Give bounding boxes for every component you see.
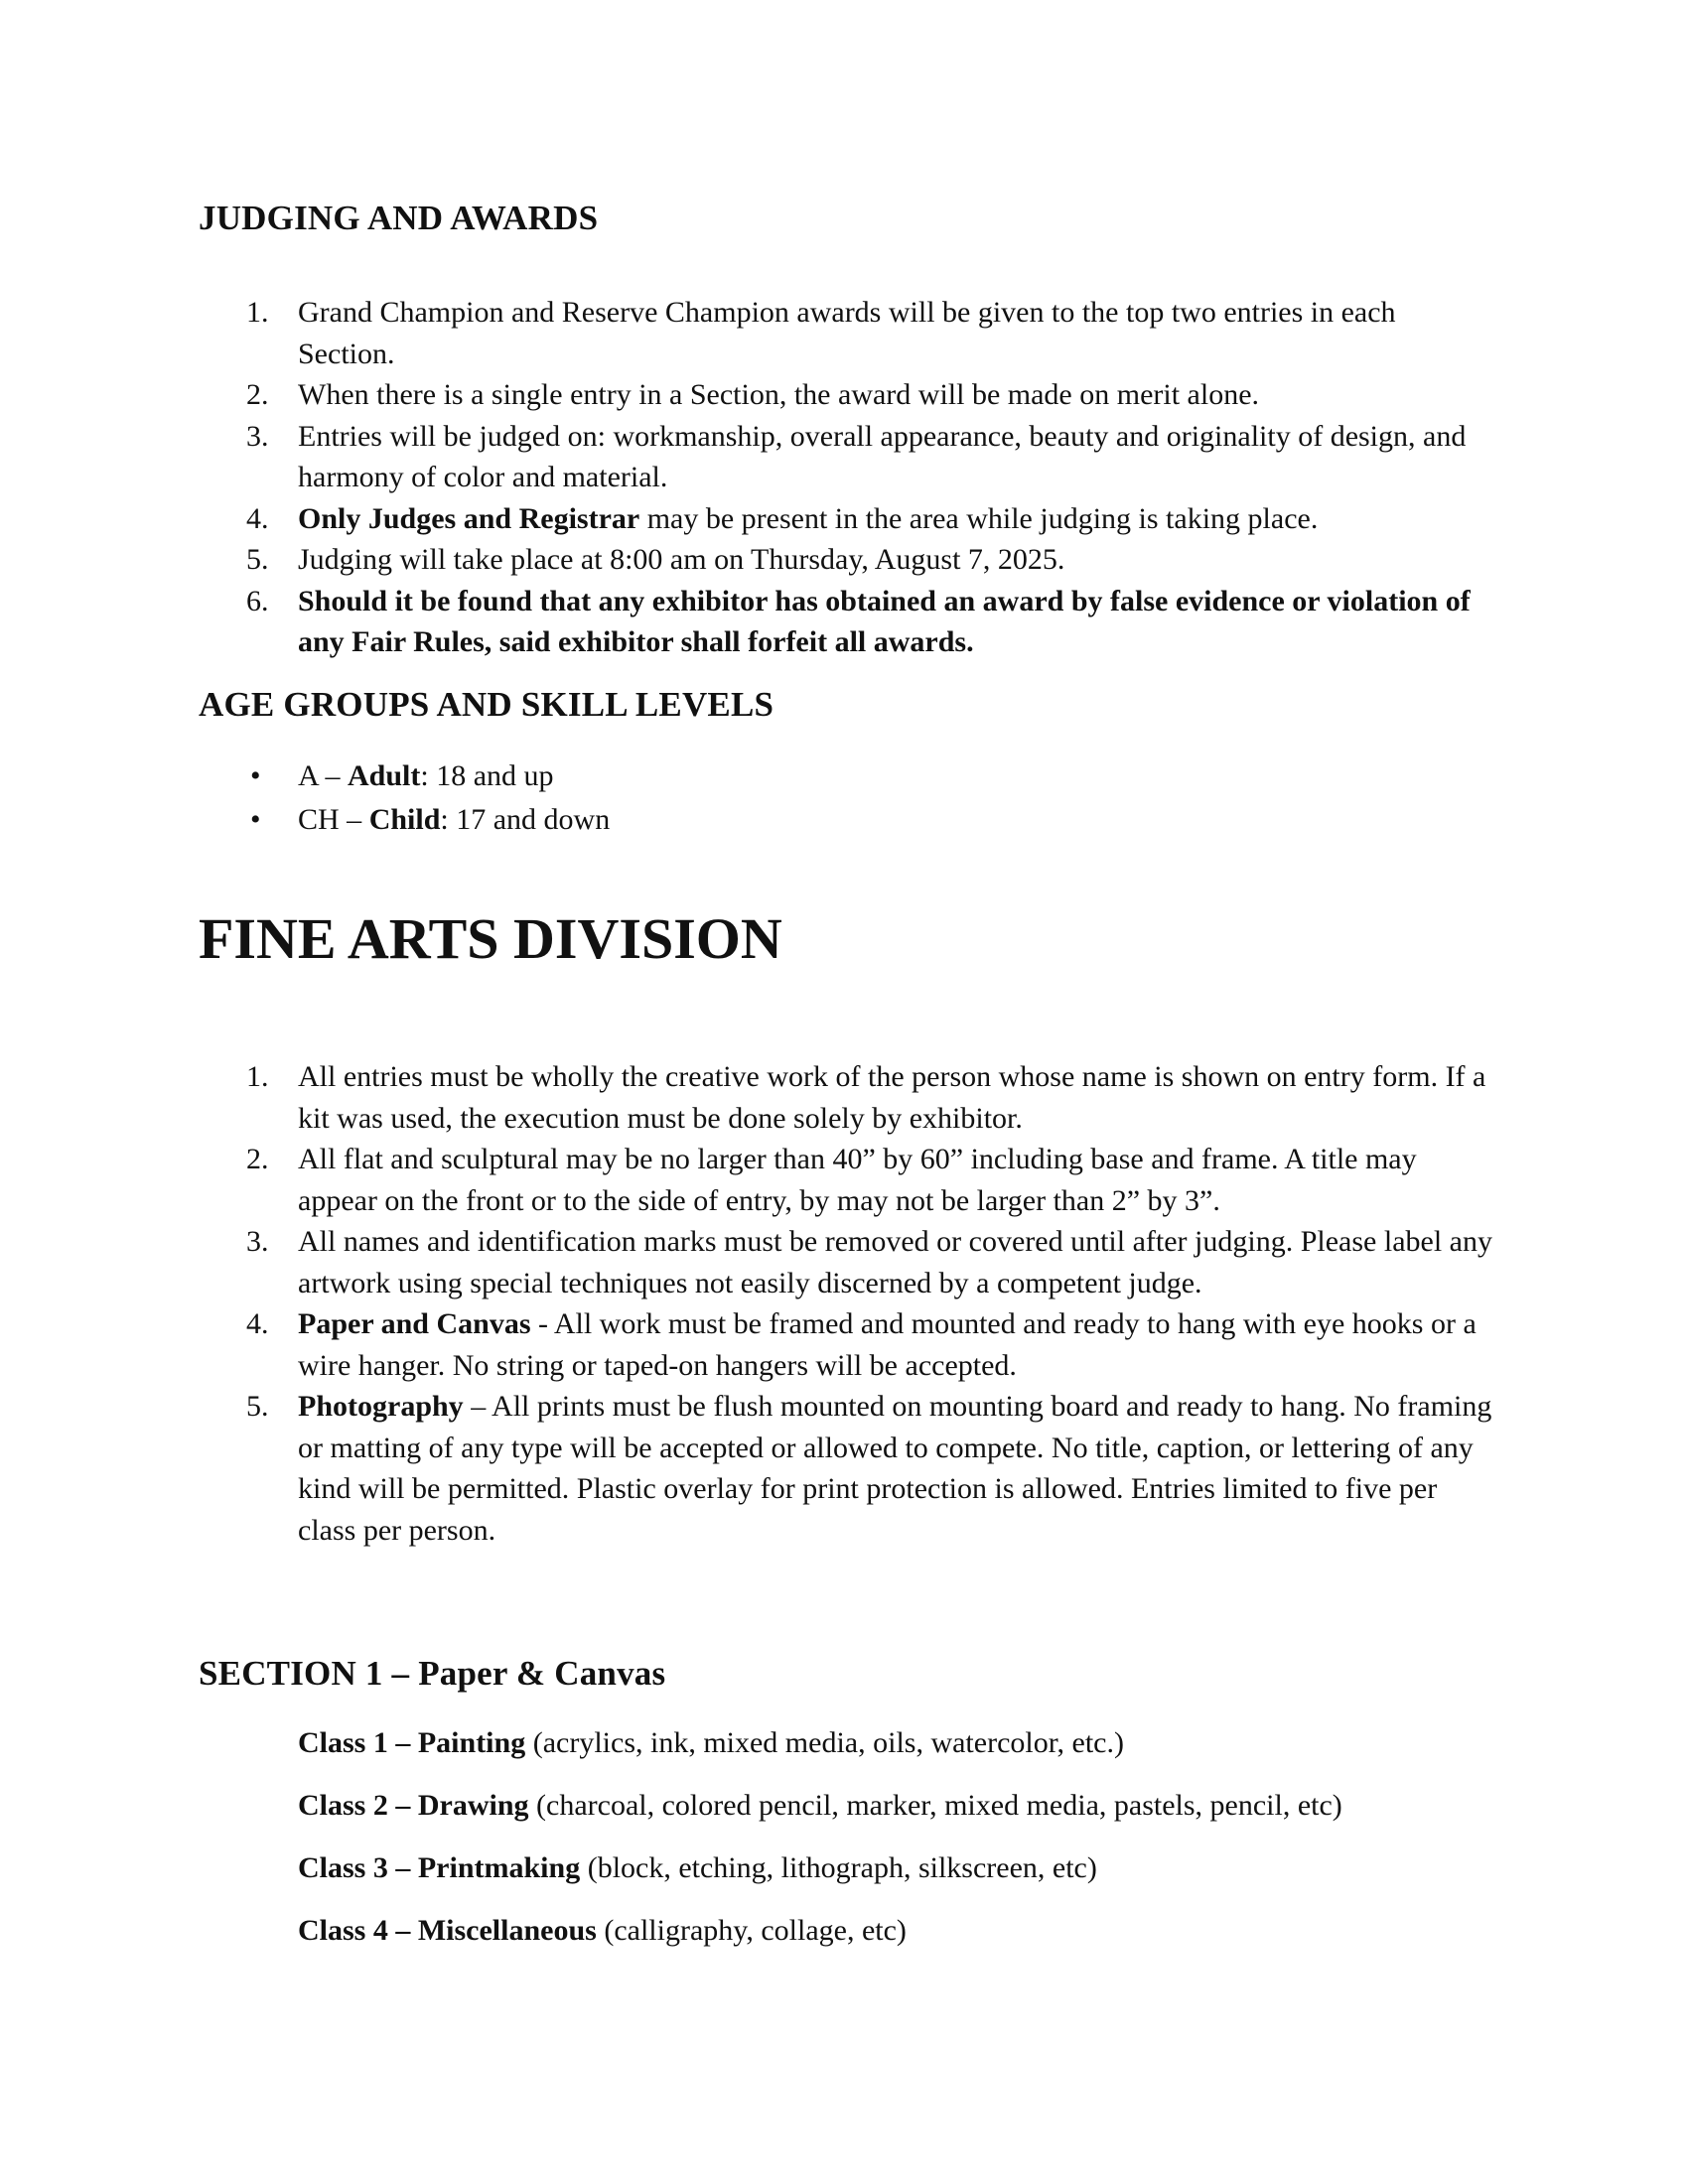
item-text: : 18 and up: [420, 759, 554, 792]
item-text: All flat and sculptural may be no larger than 40” by 60” including base and frame. A title may appear on the front or to the side of entry, by may not be larger than 2” by 3”.: [298, 1143, 1417, 1217]
item-number: 6.: [246, 584, 269, 617]
item-text: When there is a single entry in a Section, the award will be made on merit alone.: [298, 378, 1260, 411]
fine-arts-item-4: [199, 1303, 1499, 1386]
item-text: Entries will be judged on: workmanship, overall appearance, beauty and originality of design, and harmony of color and material.: [298, 419, 1467, 493]
item-number: 4.: [246, 1307, 269, 1340]
class-title: Class 1 – Painting: [298, 1726, 526, 1759]
item-number: 1.: [246, 1060, 269, 1093]
fine-arts-item-2: [199, 1139, 1499, 1221]
item-bold-text: Should it be found that any exhibitor has obtained an award by false evidence or violation of any Fair Rules, said exhibitor shall forfeit all awards.: [298, 584, 1471, 658]
class-item-3: [298, 1847, 1342, 1889]
class-item-4: [298, 1910, 1342, 1952]
judging-item-6: [199, 581, 1499, 663]
section-1-class-list: [298, 1722, 1342, 1973]
age-group-child: [199, 798, 1499, 842]
age-groups-list: [199, 754, 1499, 842]
item-number: 2.: [246, 1143, 269, 1175]
class-description: (acrylics, ink, mixed media, oils, watercolor, etc.): [525, 1726, 1124, 1759]
item-text: : 17 and down: [440, 803, 611, 836]
judging-heading: JUDGING AND AWARDS: [199, 199, 599, 237]
class-description: (charcoal, colored pencil, marker, mixed media, pastels, pencil, etc): [528, 1789, 1342, 1822]
class-item-2: [298, 1785, 1342, 1827]
fine-arts-item-5: [199, 1386, 1499, 1551]
fine-arts-heading: FINE ARTS DIVISION: [199, 906, 782, 971]
item-text: Judging will take place at 8:00 am on Thursday, August 7, 2025.: [298, 543, 1065, 576]
class-item-1: [298, 1722, 1342, 1764]
item-number: 3.: [246, 1225, 269, 1258]
item-bold-text: Paper and Canvas: [298, 1307, 531, 1340]
item-prefix: A –: [298, 759, 349, 792]
judging-list: [199, 292, 1499, 663]
age-groups-heading: AGE GROUPS AND SKILL LEVELS: [199, 685, 774, 724]
section-1-heading: SECTION 1 – Paper & Canvas: [199, 1654, 666, 1693]
age-group-adult: [199, 754, 1499, 798]
item-text: - All work must be framed and mounted and ready to hang with eye hooks or a wire hanger. No string or taped-on hangers will be accepted.: [298, 1307, 1477, 1382]
judging-item-1: [199, 292, 1499, 374]
fine-arts-item-3: [199, 1221, 1499, 1303]
item-number: 3.: [246, 419, 269, 453]
item-bold-text: Photography: [298, 1390, 464, 1423]
judging-item-3: [199, 416, 1499, 498]
item-bold-text: Child: [368, 803, 441, 836]
item-number: 2.: [246, 378, 269, 411]
item-text: All entries must be wholly the creative work of the person whose name is shown on entry form. If a kit was used, the execution must be done solely by exhibitor.: [298, 1060, 1486, 1135]
item-number: 5.: [246, 1390, 269, 1423]
bullet-icon: •: [250, 803, 261, 836]
judging-item-4: [199, 498, 1499, 540]
item-prefix: CH –: [298, 803, 369, 836]
item-bold-text: Only Judges and Registrar: [298, 501, 640, 535]
class-title: Class 3 – Printmaking: [298, 1851, 581, 1884]
class-title: Class 2 – Drawing: [298, 1789, 529, 1822]
judging-item-5: [199, 539, 1499, 581]
item-text: – All prints must be flush mounted on mounting board and ready to hang. No framing or matting of any type will be accepted or allowed to compete. No title, caption, or lettering of any kind will be permitted. Plastic overlay for print protection is allowed. Entries limited to five per class per person.: [298, 1390, 1492, 1547]
class-description: (block, etching, lithograph, silkscreen, etc): [580, 1851, 1097, 1884]
class-description: (calligraphy, collage, etc): [596, 1914, 907, 1947]
item-text: All names and identification marks must be removed or covered until after judging. Please label any artwork using special techniques not easily discerned by a competent judge.: [298, 1225, 1492, 1299]
item-number: 5.: [246, 543, 269, 576]
item-number: 1.: [246, 296, 269, 329]
fine-arts-rules-list: [199, 1056, 1499, 1551]
item-bold-text: Adult: [348, 759, 421, 792]
item-number: 4.: [246, 501, 269, 535]
class-title: Class 4 – Miscellaneous: [298, 1914, 597, 1947]
item-text: Grand Champion and Reserve Champion awards will be given to the top two entries in each Section.: [298, 296, 1396, 370]
item-text: may be present in the area while judging is taking place.: [639, 501, 1319, 535]
fine-arts-item-1: [199, 1056, 1499, 1139]
bullet-icon: •: [250, 759, 261, 792]
judging-item-2: [199, 374, 1499, 416]
